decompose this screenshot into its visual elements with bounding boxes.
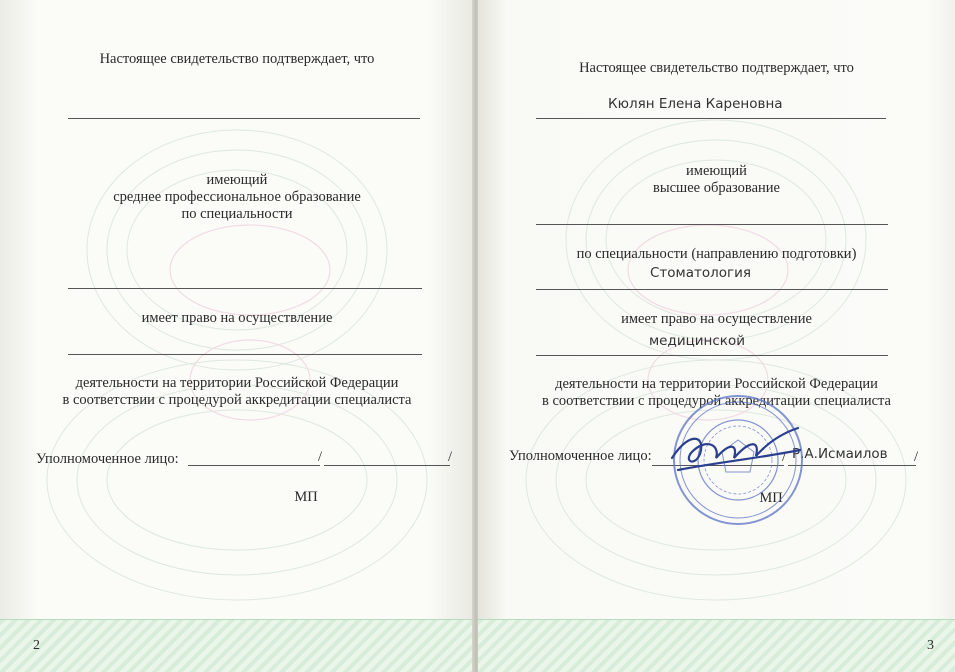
separator-slash: /: [318, 449, 323, 465]
activity-value: медицинской: [649, 333, 745, 349]
page-number: 3: [927, 638, 934, 653]
activity-text-1: деятельности на территории Российской Федерации: [75, 375, 399, 391]
seal-mark: МП: [759, 490, 783, 506]
intro-text: Настоящее свидетельство подтверждает, что: [99, 51, 375, 67]
specialty-line: [536, 289, 888, 290]
separator-slash: /: [914, 449, 919, 465]
name-line: [68, 118, 420, 119]
having-text: имеющий: [206, 172, 268, 188]
having-text: имеющий: [686, 163, 747, 179]
authorized-label: Уполномоченное лицо:: [36, 451, 179, 467]
activity-text-2: в соответствии с процедурой аккредитации специалиста: [62, 392, 412, 408]
education-text: высшее образование: [653, 180, 780, 196]
signature-icon: [660, 410, 810, 490]
separator-slash: /: [782, 449, 787, 465]
separator-slash: /: [448, 449, 453, 465]
signatory-line: [324, 465, 450, 466]
left-page: [0, 0, 474, 672]
full-name: Кюлян Елена Кареновна: [608, 96, 783, 112]
specialty-label: по специальности: [181, 206, 293, 222]
activity-text-1: деятельности на территории Российской Федерации: [555, 376, 878, 392]
specialty-value: Стоматология: [650, 265, 752, 281]
decorative-band: [0, 619, 474, 672]
authorized-label: Уполномоченное лицо:: [509, 448, 652, 464]
page-number: 2: [33, 638, 40, 653]
activity-line: [536, 355, 888, 356]
right-to-text: имеет право на осуществление: [141, 310, 333, 326]
specialty-label: по специальности (направлению подготовки): [576, 246, 857, 262]
education-line: [536, 224, 888, 225]
signatory-name: Р.А.Исмаилов: [792, 446, 888, 462]
right-page: [478, 0, 955, 672]
specialty-line: [68, 288, 422, 289]
name-line: [536, 118, 886, 119]
guilloche-background: [0, 0, 474, 672]
right-to-text: имеет право на осуществление: [621, 311, 812, 327]
education-text: среднее профессиональное образование: [113, 189, 361, 205]
intro-text: Настоящее свидетельство подтверждает, что: [579, 60, 854, 76]
signature-line: [188, 465, 320, 466]
decorative-band: [478, 619, 955, 672]
activity-line: [68, 354, 422, 355]
seal-mark: МП: [294, 489, 318, 505]
activity-text-2: в соответствии с процедурой аккредитации специалиста: [542, 393, 891, 409]
